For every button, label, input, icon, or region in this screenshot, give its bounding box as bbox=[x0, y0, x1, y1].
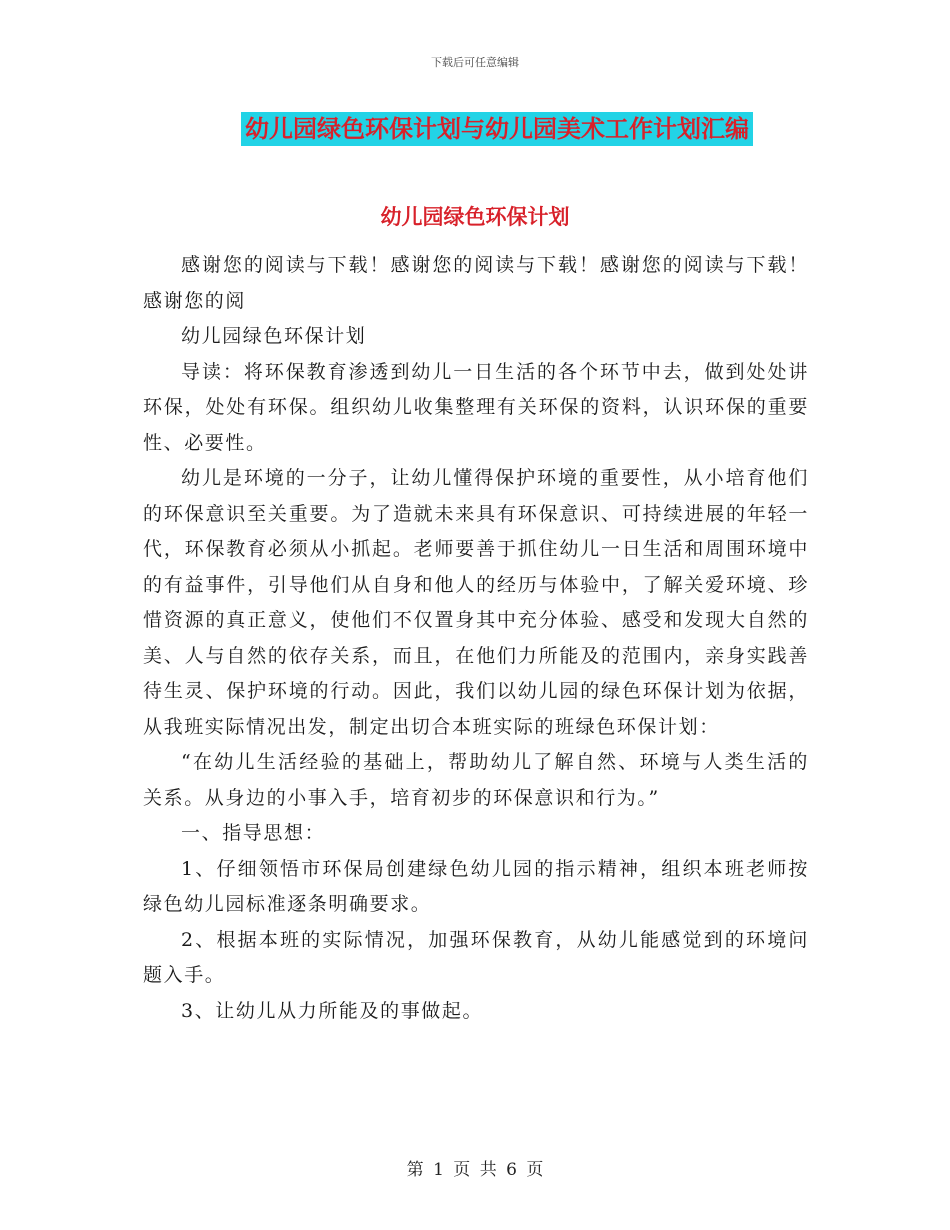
paragraph-subtitle: 幼儿园绿色环保计划 bbox=[181, 325, 367, 347]
document-title-container bbox=[0, 112, 950, 146]
document-body bbox=[143, 248, 809, 1029]
page-footer: 第 1 页 共 6 页 bbox=[406, 1160, 544, 1180]
paragraph-item-1: 1、仔细领悟市环保局创建绿色幼儿园的指示精神，组织本班老师按绿色幼儿园标准逐条明确要求。 bbox=[143, 857, 809, 915]
paragraph-thanks: 感谢您的阅读与下载！感谢您的阅读与下载！感谢您的阅读与下载！感谢您的阅 bbox=[143, 254, 809, 312]
page-header-note: 下载后可任意编辑 bbox=[431, 56, 519, 69]
paragraph-intro: 导读：将环保教育渗透到幼儿一日生活的各个环节中去，做到处处讲环保，处处有环保。组织幼儿收集整理有关环保的资料，认识环保的重要性、必要性。 bbox=[143, 360, 809, 454]
paragraph-item-2: 2、根据本班的实际情况，加强环保教育，从幼儿能感觉到的环境问题入手。 bbox=[143, 928, 809, 986]
paragraph-item-3: 3、让幼儿从力所能及的事做起。 bbox=[181, 999, 484, 1022]
section-title: 幼儿园绿色环保计划 bbox=[380, 205, 570, 229]
document-title: 幼儿园绿色环保计划与幼儿园美术工作计划汇编 bbox=[241, 112, 753, 146]
paragraph-quote: “在幼儿生活经验的基础上，帮助幼儿了解自然、环境与人类生活的关系。从身边的小事入手，培育初步的环保意识和行为。” bbox=[143, 751, 809, 809]
paragraph-heading-guidance: 一、指导思想： bbox=[181, 822, 326, 844]
paragraph-body: 幼儿是环境的一分子，让幼儿懂得保护环境的重要性，从小培育他们的环保意识至关重要。为了造就未来具有环保意识、可持续进展的年轻一代，环保教育必须从小抓起。老师要善于抓住幼儿一日生活和周围环境中的有益事件，引导他们从自身和他人的经历与体验中，了解关爱环境、珍惜资源的真正意义，使他们不仅置身其中充分体验、感受和发现大自然的美、人与自然的依存关系，而且，在他们力所能及的范围内，亲身实践善待生灵、保护环境的行动。因此，我们以幼儿园的绿色环保计划为依据，从我班实际情况出发，制定出切合本班实际的班绿色环保计划： bbox=[143, 467, 809, 738]
